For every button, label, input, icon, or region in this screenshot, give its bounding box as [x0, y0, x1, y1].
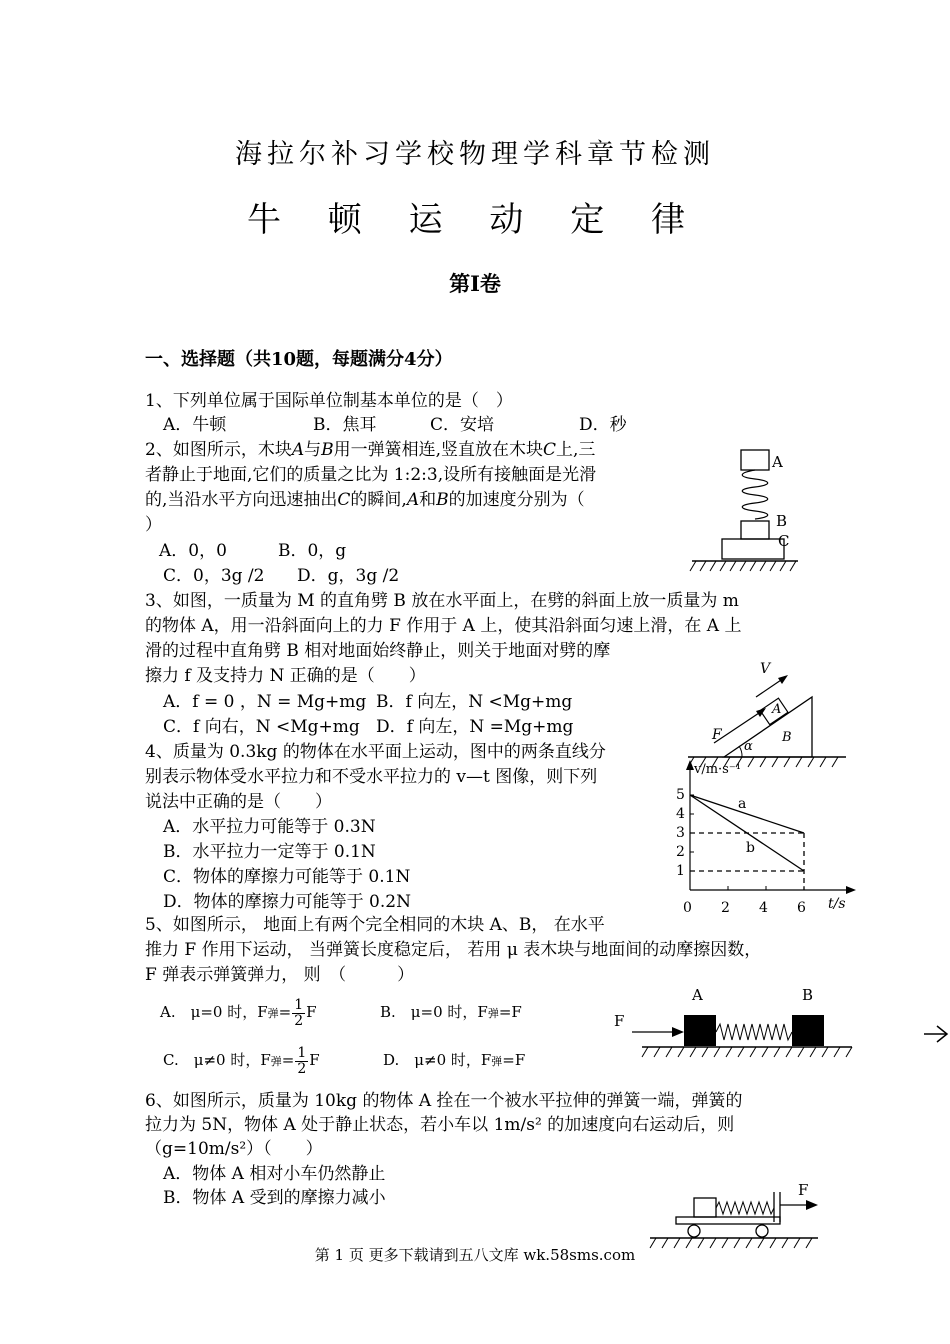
q4-vt-chart — [670, 756, 860, 918]
q2-fig-label-b: B — [776, 512, 788, 530]
q5-fraction-a: $\frac{1}{2}$ — [294, 996, 304, 1029]
volume-label: 第Ⅰ卷 — [449, 271, 501, 296]
q5-fig-label-f: F — [614, 1012, 625, 1030]
q5-line-3: F 弹表示弹簧弹力， 则 （ ） — [145, 965, 415, 985]
q5-line-2: 推力 F 作用下运动， 当弹簧长度稳定后， 若用 μ 表木块与地面间的动摩擦因数， — [145, 940, 762, 960]
exam-school-title: 海拉尔补习学校物理学科章节检测 — [235, 139, 715, 170]
q3-line-3: 滑的过程中直角劈 B 相对地面始终静止，则关于地面对劈的摩 — [145, 641, 611, 661]
q2-line-4: ） — [145, 515, 162, 535]
q5-fig-label-a: A — [692, 986, 703, 1004]
q6-option-b: B．物体 A 受到的摩擦力减小 — [163, 1188, 386, 1208]
q3-fig-label-alpha: α — [744, 739, 753, 754]
chart-xtick-2: 2 — [721, 900, 730, 916]
q4-option-d: D．物体的摩擦力可能等于 0.2N — [163, 892, 411, 912]
q5-option-d: D. μ≠0 时，F弹=F — [383, 1051, 526, 1069]
section-heading: 一、选择题（共10题，每题满分4分） — [145, 349, 453, 370]
q3-fig-label-v: V — [760, 661, 771, 677]
q2-fig-label-c: C — [778, 532, 790, 550]
q4-line-1: 4、质量为 0.3kg 的物体在水平面上运动，图中的两条直线分 — [145, 742, 606, 762]
q3-line-2: 的物体 A，用一沿斜面向上的力 F 作用于 A 上，使其沿斜面匀速上滑，在 A 上 — [145, 616, 742, 636]
chart-ytick-1: 1 — [676, 863, 685, 879]
q3-line-1: 3、如图，一质量为 M 的直角劈 B 放在水平面上，在劈的斜面上放一质量为 m — [145, 591, 739, 611]
q5-blocks-figure — [606, 980, 950, 1060]
q2-option-c: C．0，3g /2 — [163, 566, 265, 586]
q3-option-b: B．f 向左，N <Mg+mg — [376, 692, 573, 712]
q6-line-1: 6、如图所示，质量为 10kg 的物体 A 拴在一个被水平拉伸的弹簧一端，弹簧的 — [145, 1091, 743, 1111]
page-footer: 第 1 页 更多下载请到五八文库 wk.58sms.com — [314, 1246, 636, 1264]
chart-xlabel: t/s — [828, 896, 846, 912]
chart-ytick-2: 2 — [676, 844, 685, 860]
q1-stem: 1、下列单位属于国际单位制基本单位的是（ ） — [145, 391, 513, 411]
chart-series-line-b — [690, 795, 804, 871]
chart-origin-label: 0 — [683, 900, 692, 916]
q1-option-b: B．焦耳 — [313, 415, 377, 435]
q3-wedge-figure — [684, 655, 850, 770]
chart-ylabel: v/m·s⁻¹ — [694, 762, 741, 777]
q6-fig-label-f: F — [798, 1181, 809, 1199]
q2-option-a: A．0，0 — [159, 541, 227, 561]
q4-line-2: 别表示物体受水平拉力和不受水平拉力的 v—t 图像，则下列 — [145, 767, 598, 787]
q3-option-c: C．f 向右，N <Mg+mg — [163, 717, 360, 737]
q4-line-3: 说法中正确的是（ ） — [145, 792, 332, 812]
q1-option-a: A．牛顿 — [163, 415, 227, 435]
q5-fraction-c: $\frac{1}{2}$ — [297, 1044, 307, 1077]
q2-line-3: 的,当沿水平方向迅速抽出C的瞬间,A和B的加速度分别为（ — [145, 490, 585, 510]
q4-option-c: C．物体的摩擦力可能等于 0.1N — [163, 867, 411, 887]
q3-fig-label-f: F — [712, 727, 722, 743]
q5-option-c: C. μ≠0 时，F弹= $\frac{1}{2}$ F — [163, 1044, 320, 1077]
q5-option-b: B. μ=0 时，F弹=F — [380, 1003, 522, 1021]
chart-series-line-a — [690, 795, 804, 833]
chart-ytick-5: 5 — [676, 787, 685, 803]
q1-option-d: D．秒 — [579, 415, 627, 435]
q2-option-b: B．0，g — [278, 541, 347, 561]
q4-option-a: A．水平拉力可能等于 0.3N — [163, 817, 376, 837]
chart-xtick-6: 6 — [797, 900, 806, 916]
q3-option-d: D．f 向左，N =Mg+mg — [376, 717, 574, 737]
q6-line-3: （g=10m/s²）（ ） — [145, 1139, 323, 1159]
q6-option-a: A．物体 A 相对小车仍然静止 — [163, 1164, 386, 1184]
q3-fig-label-a: A — [772, 702, 782, 717]
chart-axes — [686, 760, 856, 894]
chart-line-a-label: a — [738, 796, 747, 812]
q6-cart-figure — [646, 1178, 826, 1250]
chart-line-b-label: b — [746, 840, 755, 856]
chart-ytick-4: 4 — [676, 806, 685, 822]
q5-line-1: 5、如图所示， 地面上有两个完全相同的木块 A、B， 在水平 — [145, 915, 605, 935]
q4-option-b: B．水平拉力一定等于 0.1N — [163, 842, 376, 862]
q2-line-1: 2、如图所示，木块A与B用一弹簧相连,竖直放在木块C上,三 — [145, 440, 596, 460]
q2-line-2: 者静止于地面,它们的质量之比为 1:2:3,设所有接触面是光滑 — [145, 465, 597, 485]
chart-ytick-3: 3 — [676, 825, 685, 841]
q2-option-d: D．g，3g /2 — [297, 566, 400, 586]
q1-option-c: C．安培 — [430, 415, 495, 435]
q2-spring-figure — [686, 445, 806, 580]
q3-line-4: 擦力 f 及支持力 N 正确的是（ ） — [145, 666, 426, 686]
q6-line-2: 拉力为 5N，物体 A 处于静止状态，若小车以 1m/s² 的加速度向右运动后，则 — [145, 1115, 735, 1135]
q3-fig-label-b: B — [782, 730, 792, 745]
q5-option-a: A. μ=0 时，F弹= $\frac{1}{2}$ F — [160, 996, 317, 1029]
q3-option-a: A．f = 0 ，N = Mg+mg — [163, 692, 367, 712]
chart-xtick-4: 4 — [759, 900, 768, 916]
q2-fig-label-a: A — [772, 453, 783, 471]
chapter-title: 牛 顿 运 动 定 律 — [246, 200, 704, 240]
q5-fig-label-b: B — [802, 986, 814, 1004]
